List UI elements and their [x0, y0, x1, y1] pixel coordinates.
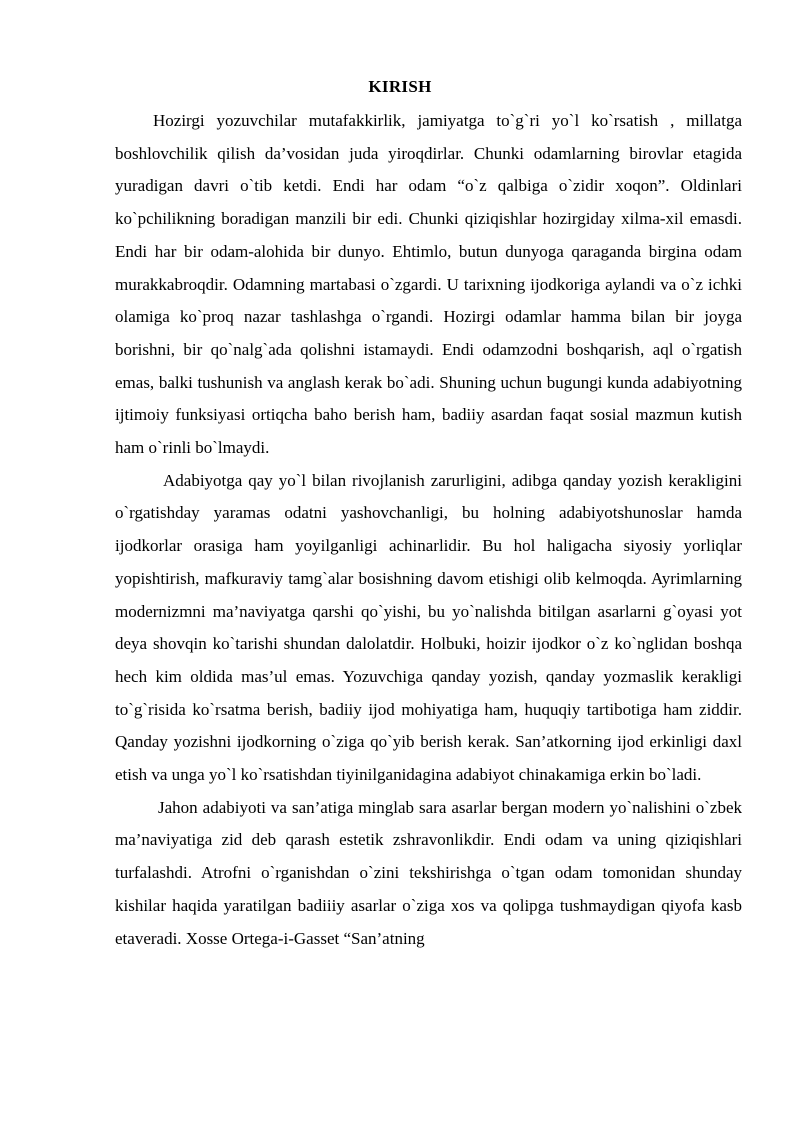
paragraph-1: Hozirgi yozuvchilar mutafakkirlik, jamiyatga to`g`ri yo`l ko`rsatish , millatga boshlovchilik qilish da’vosidan juda yiroqdirlar. Chunki odamlarning birovlar etagida yuradigan davri o`tib ketdi. Endi har odam “o`z qalbiga o`zidir xoqon”. Oldinlari ko`pchilikning boradigan manzili bir edi. Chunki qiziqishlar hozirgiday xilma-xil emasdi. Endi har bir odam-alohida bir dunyo. Ehtimlo, butun dunyoga qaraganda birgina odam murakkabroqdir. Odamning martabasi o`zgardi. U tarixning ijodkoriga aylandi va o`z ichki olamiga ko`proq nazar tashlashga o`rgandi. Hozirgi odamlar hamma bilan bir joyga borishni, bir qo`nalg`ada qolishni istamaydi. Endi odamzodni boshqarish, aql o`rgatish emas, balki tushunish va anglash kerak bo`adi. Shuning uchun bugungi kunda adabiyotning ijtimoiy funksiyasi ortiqcha baho berish ham, badiiy asardan faqat sosial mazmun kutish ham o`rinli bo`lmaydi.	[115, 111, 742, 458]
body-text	[115, 105, 742, 955]
page-title: KIRISH	[368, 77, 432, 96]
paragraph-3: Jahon adabiyoti va san’atiga minglab sara asarlar bergan modern yo`nalishini o`zbek ma’naviyatiga zid deb qarash estetik zshravonlikdir. Endi odam va uning qiziqishlari turfalashdi. Atrofni o`rganishdan o`zini tekshirishga o`tgan odam tomonidan shunday kishilar haqida yaratilgan badiiiy asarlar o`ziga xos va qolipga tushmaydigan qiyofa kasb etaveradi. Xosse Ortega-i-Gasset “San’atning	[115, 797, 742, 948]
paragraph-2: Adabiyotga qay yo`l bilan rivojlanish zarurligini, adibga qanday yozish kerakligini o`rgatishday yaramas odatni yashovchanligi, bu holning adabiyotshunoslar hamda ijodkorlar orasiga ham yoyilganligi achinarlidir. Bu hol haligacha siyosiy yorliqlar yopishtirish, mafkuraviy tamg`alar bosishning davom etishigi olib kelmoqda. Ayrimlarning modernizmni ma’naviyatga qarshi qo`yishi, bu yo`nalishda bitilgan asarlarni g`oyasi yot deya shovqin ko`tarishi shundan dalolatdir. Holbuki, hoizir ijodkor o`z ko`nglidan boshqa hech kim oldida mas’ul emas. Yozuvchiga qanday yozish, qanday yozmaslik kerakligi to`g`risida ko`rsatma berish, badiiy ijod mohiyatiga ham, huquqiy tartibotiga ham ziddir. Qanday yozishni ijodkorning o`ziga qo`yib berish kerak. San’atkorning ijod erkinligi daxl etish va unga yo`l ko`rsatishdan tiyinilganidagina adabiyot chinakamiga erkin bo`ladi.	[115, 470, 742, 785]
